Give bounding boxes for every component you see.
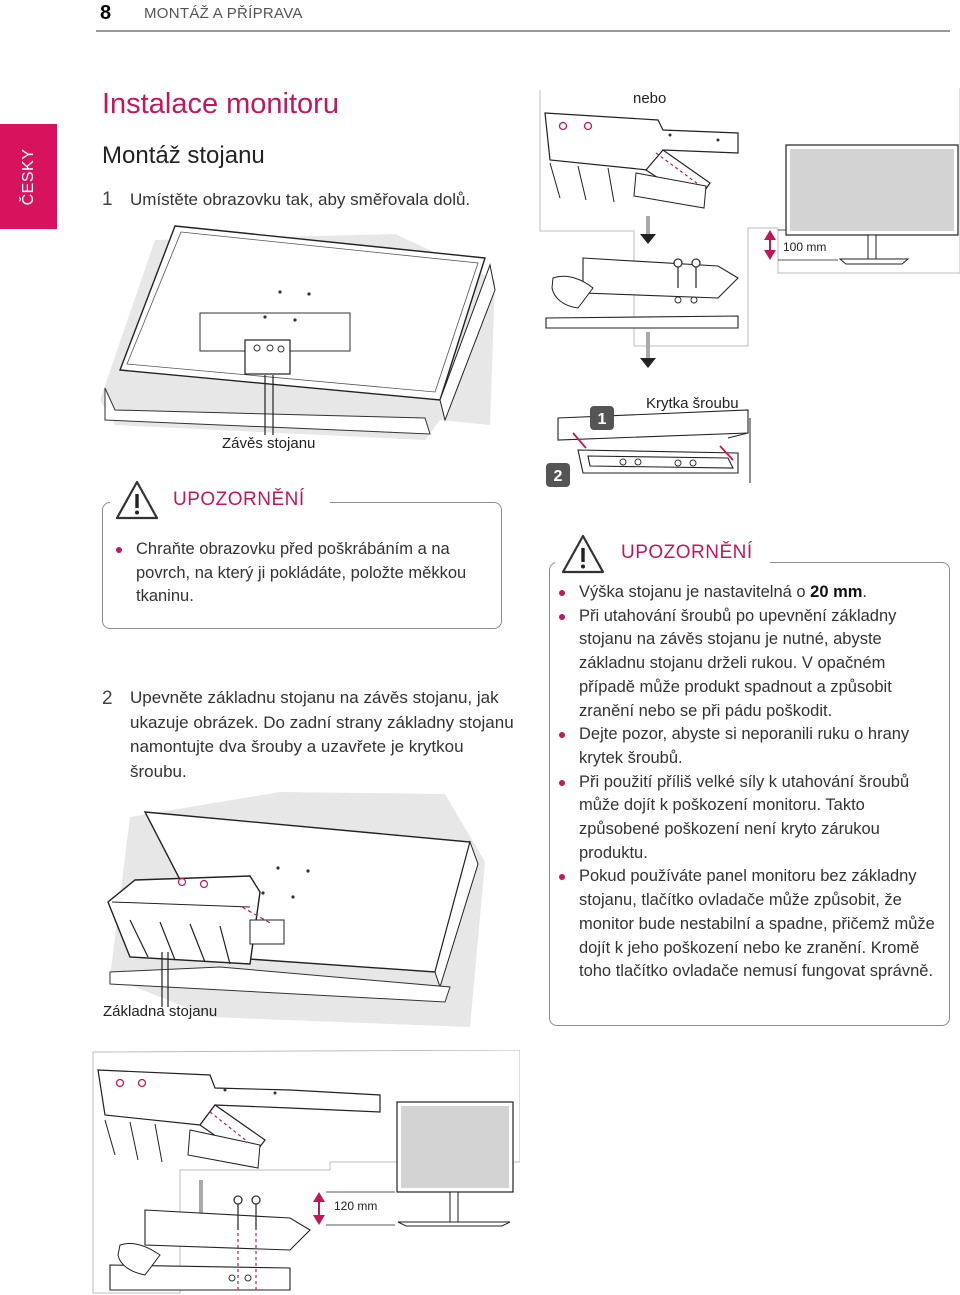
step1-text: Umístěte obrazovku tak, aby směřovala dolů. bbox=[130, 190, 471, 209]
badge-1-text: 1 bbox=[597, 411, 607, 428]
caution-item: Pokud používáte panel monitoru bez základny stojanu, tlačítko ovladače může způsobit, že monitor bude nestabilní a spadne, přičemž může dojít k jeho poškození nebo ke zranění. Kromě toho tlačítko ovladače nemusí fungovat správně. bbox=[555, 865, 940, 984]
header-divider bbox=[96, 30, 950, 32]
page-title: Instalace monitoru bbox=[102, 88, 339, 120]
stand-hinge-label: Závěs stojanu bbox=[222, 435, 316, 452]
figure-right-sequence bbox=[538, 88, 960, 493]
caution-list-1 bbox=[112, 538, 482, 609]
step1-number: 1 bbox=[102, 189, 113, 210]
section-title: MONTÁŽ A PŘÍPRAVA bbox=[144, 5, 303, 22]
height-adjust-value: 20 mm bbox=[810, 583, 863, 601]
caution-item: Výška stojanu je nastavitelná o 20 mm. bbox=[555, 581, 940, 605]
step2-number: 2 bbox=[102, 688, 113, 709]
figure-bottom-sequence bbox=[90, 1050, 520, 1295]
height-120-label: 120 mm bbox=[334, 1199, 378, 1213]
figure-monitor-facedown bbox=[95, 220, 515, 460]
caution-item: Při použití příliš velké síly k utahování šroubů může dojít k poškození monitoru. Takto způsobené poškození není kryto zárukou produktu. bbox=[555, 771, 940, 866]
badge-2-text: 2 bbox=[553, 468, 563, 485]
step2-text: Upevněte základnu stojanu na závěs stojanu, jak ukazuje obrázek. Do zadní strany základny stojanu namontujte dva šrouby a uzavřete je krytkou šroubu. bbox=[130, 688, 514, 781]
caution-list-2 bbox=[555, 581, 940, 984]
screw-cover-label: Krytka šroubu bbox=[646, 395, 739, 412]
caution-title-2: UPOZORNĚNÍ bbox=[621, 542, 753, 563]
or-label: nebo bbox=[633, 90, 667, 107]
warning-triangle-icon bbox=[560, 533, 606, 575]
language-label: ČESKY bbox=[19, 148, 37, 205]
language-tab bbox=[0, 124, 57, 229]
caution-item: Chraňte obrazovku před poškrábáním a na povrch, na který ji pokládáte, položte měkkou tkaninu. bbox=[112, 538, 482, 609]
stand-base-label: Základna stojanu bbox=[103, 1003, 218, 1020]
height-arrow-icon bbox=[313, 1192, 325, 1225]
caution-item: Při utahování šroubů po upevnění základny stojanu na závěs stojanu je nutné, abyste základnu stojanu drželi rukou. V opačném případě může produkt spadnout a způsobit zranění nebo se při pádu poškodit. bbox=[555, 605, 940, 724]
height-arrow-icon bbox=[764, 230, 776, 260]
page-number: 8 bbox=[100, 2, 112, 24]
height-100-label: 100 mm bbox=[783, 240, 827, 254]
warning-triangle-icon bbox=[114, 479, 160, 521]
caution-item: Dejte pozor, abyste si neporanili ruku o hrany krytek šroubů. bbox=[555, 723, 940, 770]
caution-title-1: UPOZORNĚNÍ bbox=[173, 489, 305, 510]
section-heading: Montáž stojanu bbox=[102, 142, 265, 169]
figure-base-attached bbox=[100, 792, 500, 1032]
